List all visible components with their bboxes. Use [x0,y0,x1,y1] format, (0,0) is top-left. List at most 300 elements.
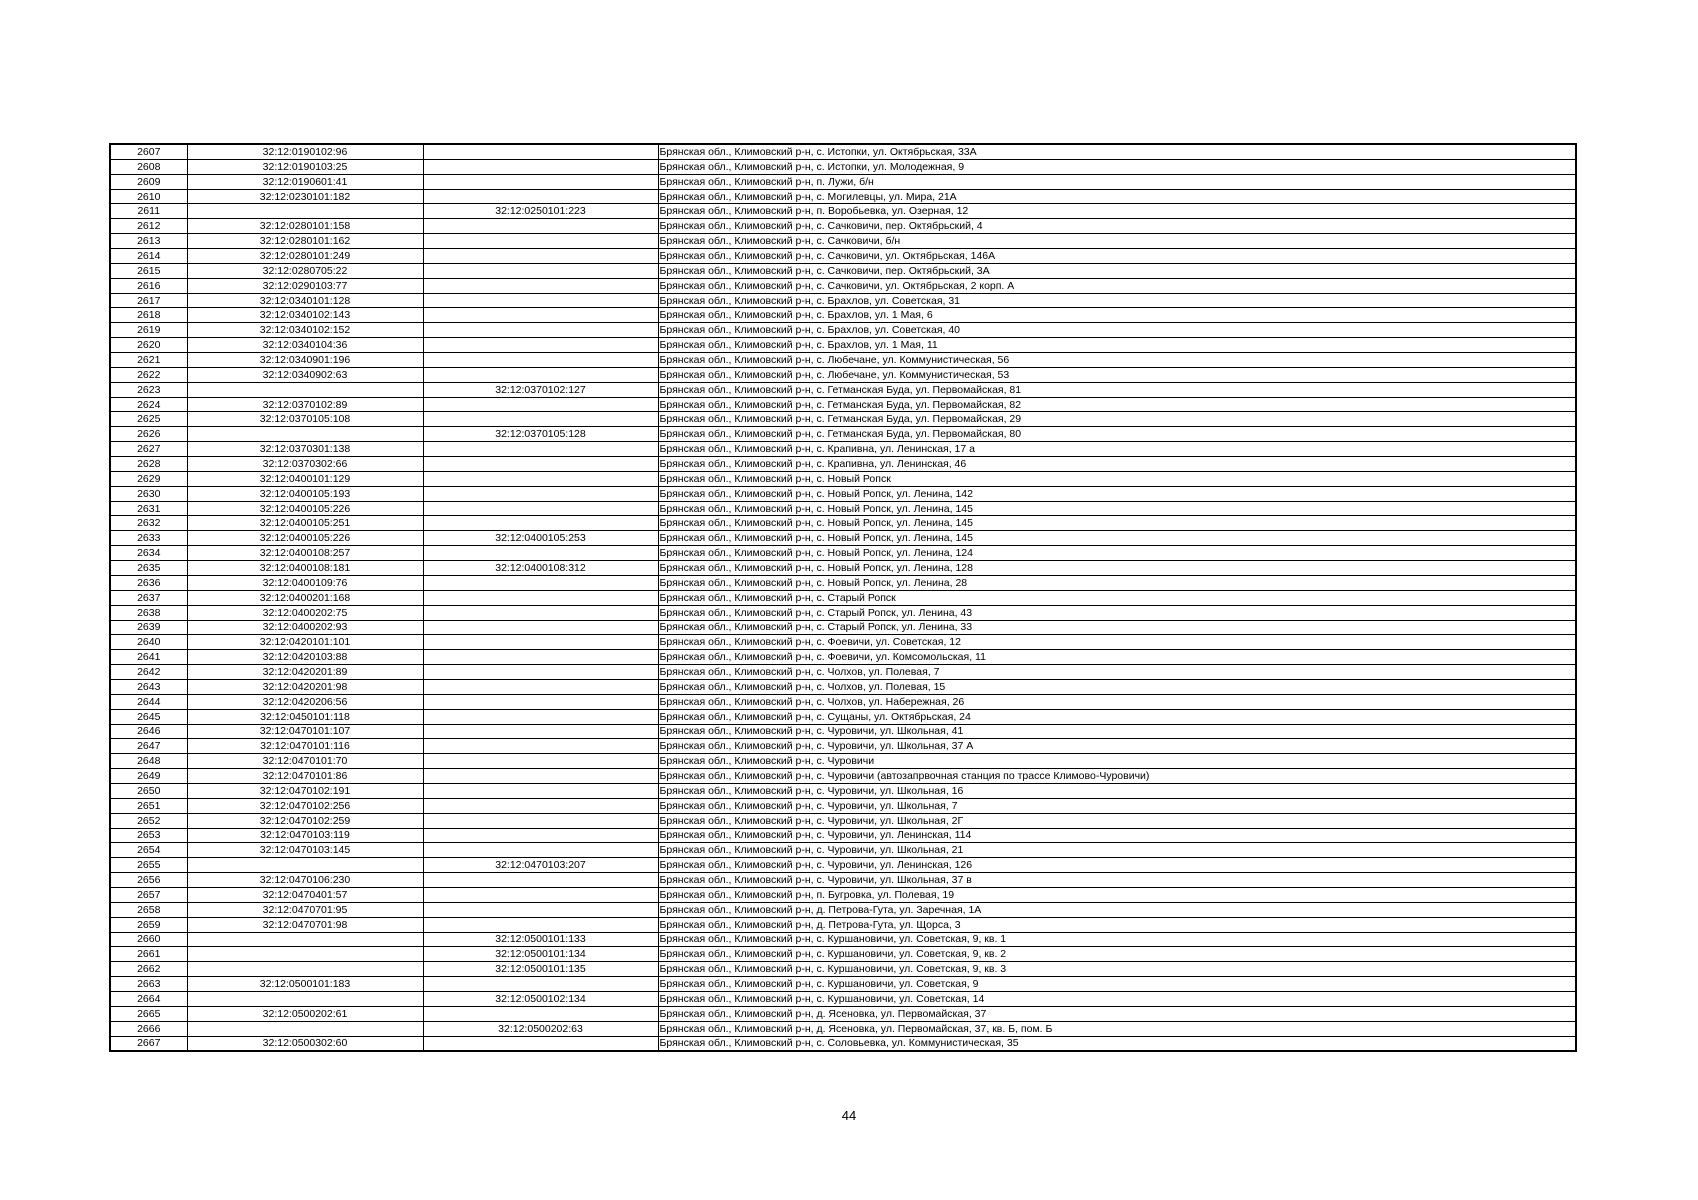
address-cell: Брянская обл., Климовский р-н, с. Крапивна, ул. Ленинская, 46 [658,457,1576,472]
address-cell: Брянская обл., Климовский р-н, с. Истопки, ул. Октябрьская, 33А [658,144,1576,159]
cadastral-number-cell: 32:12:0420206:56 [187,694,423,709]
row-number-cell: 2660 [110,932,187,947]
related-cadastral-number-cell [423,709,658,724]
row-number-cell: 2630 [110,486,187,501]
table-row [110,605,1576,620]
cadastral-number-cell: 32:12:0450101:118 [187,709,423,724]
related-cadastral-number-cell [423,457,658,472]
cadastral-number-cell: 32:12:0470102:256 [187,798,423,813]
row-number-cell: 2619 [110,323,187,338]
row-number-cell: 2648 [110,754,187,769]
row-number-cell: 2640 [110,635,187,650]
table-row [110,902,1576,917]
address-cell: Брянская обл., Климовский р-н, с. Чуровичи, ул. Школьная, 37 А [658,739,1576,754]
cadastral-number-cell: 32:12:0400105:193 [187,486,423,501]
row-number-cell: 2632 [110,516,187,531]
address-cell: Брянская обл., Климовский р-н, с. Чуровичи, ул. Школьная, 41 [658,724,1576,739]
related-cadastral-number-cell: 32:12:0470103:207 [423,858,658,873]
address-cell: Брянская обл., Климовский р-н, д. Петрова-Гута, ул. Заречная, 1А [658,902,1576,917]
address-cell: Брянская обл., Климовский р-н, с. Новый Ропск, ул. Ленина, 128 [658,561,1576,576]
cadastral-number-cell: 32:12:0370301:138 [187,442,423,457]
table-row [110,665,1576,680]
related-cadastral-number-cell [423,620,658,635]
row-number-cell: 2616 [110,278,187,293]
related-cadastral-number-cell [423,323,658,338]
row-number-cell: 2642 [110,665,187,680]
address-cell: Брянская обл., Климовский р-н, с. Старый Ропск, ул. Ленина, 43 [658,605,1576,620]
table-row [110,546,1576,561]
row-number-cell: 2658 [110,902,187,917]
table-row [110,471,1576,486]
related-cadastral-number-cell: 32:12:0500101:133 [423,932,658,947]
cadastral-number-cell: 32:12:0190103:25 [187,159,423,174]
address-cell: Брянская обл., Климовский р-н, с. Фоевичи, ул. Советская, 12 [658,635,1576,650]
address-cell: Брянская обл., Климовский р-н, с. Чолхов, ул. Набережная, 26 [658,694,1576,709]
cadastral-number-cell [187,947,423,962]
cadastral-number-cell: 32:12:0340102:143 [187,308,423,323]
related-cadastral-number-cell [423,813,658,828]
cadastral-number-cell: 32:12:0280101:158 [187,219,423,234]
cadastral-number-cell: 32:12:0470102:191 [187,783,423,798]
table-row [110,442,1576,457]
table-row [110,1006,1576,1021]
row-number-cell: 2624 [110,397,187,412]
row-number-cell: 2628 [110,457,187,472]
table-row [110,397,1576,412]
row-number-cell: 2621 [110,353,187,368]
table-row [110,293,1576,308]
cadastral-number-cell: 32:12:0340104:36 [187,338,423,353]
related-cadastral-number-cell [423,887,658,902]
table-row [110,278,1576,293]
address-cell: Брянская обл., Климовский р-н, с. Истопки, ул. Молодежная, 9 [658,159,1576,174]
address-cell: Брянская обл., Климовский р-н, с. Чуровичи, ул. Ленинская, 114 [658,828,1576,843]
table-row [110,308,1576,323]
row-number-cell: 2636 [110,575,187,590]
row-number-cell: 2613 [110,234,187,249]
address-cell: Брянская обл., Климовский р-н, с. Старый Ропск [658,590,1576,605]
table-row [110,991,1576,1006]
address-cell: Брянская обл., Климовский р-н, п. Бугровка, ул. Полевая, 19 [658,887,1576,902]
cadastral-number-cell: 32:12:0500202:61 [187,1006,423,1021]
cadastral-number-cell: 32:12:0470102:259 [187,813,423,828]
row-number-cell: 2627 [110,442,187,457]
address-cell: Брянская обл., Климовский р-н, с. Любечане, ул. Коммунистическая, 56 [658,353,1576,368]
row-number-cell: 2623 [110,382,187,397]
row-number-cell: 2612 [110,219,187,234]
table-row [110,724,1576,739]
cadastral-number-cell: 32:12:0470103:145 [187,843,423,858]
table-row [110,189,1576,204]
address-cell: Брянская обл., Климовский р-н, с. Новый Ропск, ул. Ленина, 124 [658,546,1576,561]
table-row [110,873,1576,888]
cadastral-number-cell: 32:12:0470101:70 [187,754,423,769]
cadastral-number-cell [187,962,423,977]
table-row [110,917,1576,932]
table-row [110,962,1576,977]
table-row [110,769,1576,784]
related-cadastral-number-cell: 32:12:0250101:223 [423,204,658,219]
row-number-cell: 2608 [110,159,187,174]
cadastral-number-cell: 32:12:0230101:182 [187,189,423,204]
address-cell: Брянская обл., Климовский р-н, с. Чуровичи, ул. Ленинская, 126 [658,858,1576,873]
related-cadastral-number-cell [423,234,658,249]
cadastral-number-cell: 32:12:0470401:57 [187,887,423,902]
cadastral-number-cell: 32:12:0340101:128 [187,293,423,308]
row-number-cell: 2609 [110,174,187,189]
table-row [110,486,1576,501]
related-cadastral-number-cell [423,694,658,709]
related-cadastral-number-cell [423,635,658,650]
related-cadastral-number-cell [423,650,658,665]
address-cell: Брянская обл., Климовский р-н, п. Лужи, б/н [658,174,1576,189]
related-cadastral-number-cell: 32:12:0370102:127 [423,382,658,397]
table-row [110,620,1576,635]
address-cell: Брянская обл., Климовский р-н, с. Крапивна, ул. Ленинская, 17 а [658,442,1576,457]
cadastral-number-cell: 32:12:0190601:41 [187,174,423,189]
table-row [110,843,1576,858]
table-row [110,635,1576,650]
table-row [110,412,1576,427]
cadastral-number-cell: 32:12:0400108:257 [187,546,423,561]
row-number-cell: 2618 [110,308,187,323]
cadastral-number-cell: 32:12:0370102:89 [187,397,423,412]
row-number-cell: 2665 [110,1006,187,1021]
cadastral-number-cell: 32:12:0280705:22 [187,263,423,278]
address-cell: Брянская обл., Климовский р-н, с. Старый Ропск, ул. Ленина, 33 [658,620,1576,635]
address-cell: Брянская обл., Климовский р-н, с. Соловьевка, ул. Коммунистическая, 35 [658,1036,1576,1051]
related-cadastral-number-cell [423,1036,658,1051]
address-cell: Брянская обл., Климовский р-н, с. Чуровичи, ул. Школьная, 7 [658,798,1576,813]
cadastral-number-cell [187,858,423,873]
table-row [110,234,1576,249]
cadastral-number-cell: 32:12:0500101:183 [187,977,423,992]
cadastral-number-cell: 32:12:0500302:60 [187,1036,423,1051]
table-row [110,1036,1576,1051]
related-cadastral-number-cell [423,189,658,204]
related-cadastral-number-cell [423,783,658,798]
row-number-cell: 2656 [110,873,187,888]
registry-table [109,143,1577,1052]
table-row [110,1021,1576,1036]
cadastral-number-cell [187,932,423,947]
address-cell: Брянская обл., Климовский р-н, с. Гетманская Буда, ул. Первомайская, 82 [658,397,1576,412]
table-row [110,947,1576,962]
table-row [110,813,1576,828]
row-number-cell: 2629 [110,471,187,486]
row-number-cell: 2631 [110,501,187,516]
related-cadastral-number-cell [423,412,658,427]
table-row [110,531,1576,546]
row-number-cell: 2647 [110,739,187,754]
table-row [110,709,1576,724]
address-cell: Брянская обл., Климовский р-н, с. Брахлов, ул. 1 Мая, 11 [658,338,1576,353]
address-cell: Брянская обл., Климовский р-н, д. Ясеновка, ул. Первомайская, 37, кв. Б, пом. Б [658,1021,1576,1036]
related-cadastral-number-cell [423,605,658,620]
address-cell: Брянская обл., Климовский р-н, с. Чолхов, ул. Полевая, 7 [658,665,1576,680]
table-row [110,457,1576,472]
cadastral-number-cell: 32:12:0400109:76 [187,575,423,590]
table-row [110,783,1576,798]
related-cadastral-number-cell: 32:12:0400108:312 [423,561,658,576]
related-cadastral-number-cell [423,828,658,843]
row-number-cell: 2634 [110,546,187,561]
cadastral-number-cell: 32:12:0470701:95 [187,902,423,917]
row-number-cell: 2662 [110,962,187,977]
related-cadastral-number-cell [423,471,658,486]
address-cell: Брянская обл., Климовский р-н, с. Сачковичи, пер. Октябрьский, 3А [658,263,1576,278]
related-cadastral-number-cell [423,516,658,531]
address-cell: Брянская обл., Климовский р-н, с. Чуровичи, ул. Школьная, 37 в [658,873,1576,888]
row-number-cell: 2659 [110,917,187,932]
row-number-cell: 2654 [110,843,187,858]
address-cell: Брянская обл., Климовский р-н, д. Петрова-Гута, ул. Щорса, 3 [658,917,1576,932]
address-cell: Брянская обл., Климовский р-н, с. Новый Ропск, ул. Ленина, 145 [658,531,1576,546]
related-cadastral-number-cell [423,665,658,680]
related-cadastral-number-cell [423,679,658,694]
table-row [110,679,1576,694]
row-number-cell: 2611 [110,204,187,219]
related-cadastral-number-cell [423,739,658,754]
table-row [110,561,1576,576]
row-number-cell: 2652 [110,813,187,828]
cadastral-number-cell: 32:12:0470103:119 [187,828,423,843]
address-cell: Брянская обл., Климовский р-н, с. Чуровичи, ул. Школьная, 16 [658,783,1576,798]
row-number-cell: 2646 [110,724,187,739]
cadastral-number-cell [187,427,423,442]
row-number-cell: 2645 [110,709,187,724]
cadastral-number-cell: 32:12:0420103:88 [187,650,423,665]
address-cell: Брянская обл., Климовский р-н, с. Новый Ропск, ул. Ленина, 28 [658,575,1576,590]
row-number-cell: 2639 [110,620,187,635]
related-cadastral-number-cell [423,902,658,917]
row-number-cell: 2620 [110,338,187,353]
cadastral-number-cell: 32:12:0470701:98 [187,917,423,932]
cadastral-number-cell: 32:12:0340102:152 [187,323,423,338]
related-cadastral-number-cell [423,486,658,501]
address-cell: Брянская обл., Климовский р-н, с. Куршановичи, ул. Советская, 14 [658,991,1576,1006]
table-row [110,650,1576,665]
address-cell: Брянская обл., Климовский р-н, с. Брахлов, ул. Советская, 31 [658,293,1576,308]
related-cadastral-number-cell [423,843,658,858]
table-row [110,323,1576,338]
cadastral-number-cell: 32:12:0470101:86 [187,769,423,784]
related-cadastral-number-cell [423,769,658,784]
table-row [110,219,1576,234]
related-cadastral-number-cell [423,278,658,293]
row-number-cell: 2641 [110,650,187,665]
cadastral-number-cell: 32:12:0400105:226 [187,501,423,516]
related-cadastral-number-cell [423,873,658,888]
cadastral-number-cell: 32:12:0280101:249 [187,249,423,264]
cadastral-number-cell: 32:12:0400105:251 [187,516,423,531]
row-number-cell: 2615 [110,263,187,278]
row-number-cell: 2650 [110,783,187,798]
row-number-cell: 2610 [110,189,187,204]
row-number-cell: 2614 [110,249,187,264]
address-cell: Брянская обл., Климовский р-н, с. Любечане, ул. Коммунистическая, 53 [658,367,1576,382]
related-cadastral-number-cell [423,546,658,561]
address-cell: Брянская обл., Климовский р-н, с. Могилевцы, ул. Мира, 21А [658,189,1576,204]
related-cadastral-number-cell [423,219,658,234]
address-cell: Брянская обл., Климовский р-н, с. Новый Ропск, ул. Ленина, 145 [658,516,1576,531]
table-row [110,932,1576,947]
table-row [110,204,1576,219]
address-cell: Брянская обл., Климовский р-н, с. Чуровичи (автозапрвочная станция по трассе Климово-Чуровичи) [658,769,1576,784]
related-cadastral-number-cell [423,501,658,516]
table-row [110,501,1576,516]
address-cell: Брянская обл., Климовский р-н, с. Чуровичи, ул. Школьная, 21 [658,843,1576,858]
cadastral-number-cell: 32:12:0280101:162 [187,234,423,249]
row-number-cell: 2617 [110,293,187,308]
table-row [110,367,1576,382]
table-row [110,798,1576,813]
address-cell: Брянская обл., Климовский р-н, с. Гетманская Буда, ул. Первомайская, 81 [658,382,1576,397]
address-cell: Брянская обл., Климовский р-н, с. Новый Ропск, ул. Ленина, 142 [658,486,1576,501]
related-cadastral-number-cell [423,754,658,769]
related-cadastral-number-cell [423,293,658,308]
related-cadastral-number-cell [423,338,658,353]
address-cell: Брянская обл., Климовский р-н, с. Куршановичи, ул. Советская, 9, кв. 2 [658,947,1576,962]
address-cell: Брянская обл., Климовский р-н, с. Новый Ропск, ул. Ленина, 145 [658,501,1576,516]
cadastral-number-cell [187,1021,423,1036]
table-row [110,575,1576,590]
cadastral-number-cell: 32:12:0470101:107 [187,724,423,739]
table-row [110,353,1576,368]
related-cadastral-number-cell [423,724,658,739]
cadastral-number-cell: 32:12:0420101:101 [187,635,423,650]
cadastral-number-cell: 32:12:0340902:63 [187,367,423,382]
table-row [110,174,1576,189]
address-cell: Брянская обл., Климовский р-н, с. Фоевичи, ул. Комсомольская, 11 [658,650,1576,665]
address-cell: Брянская обл., Климовский р-н, с. Сущаны, ул. Октябрьская, 24 [658,709,1576,724]
address-cell: Брянская обл., Климовский р-н, с. Сачковичи, ул. Октябрьская, 2 корп. А [658,278,1576,293]
cadastral-number-cell: 32:12:0400202:75 [187,605,423,620]
related-cadastral-number-cell [423,590,658,605]
related-cadastral-number-cell [423,353,658,368]
address-cell: Брянская обл., Климовский р-н, с. Куршановичи, ул. Советская, 9, кв. 3 [658,962,1576,977]
table-row [110,590,1576,605]
related-cadastral-number-cell: 32:12:0500102:134 [423,991,658,1006]
cadastral-number-cell: 32:12:0190102:96 [187,144,423,159]
row-number-cell: 2622 [110,367,187,382]
related-cadastral-number-cell [423,917,658,932]
related-cadastral-number-cell [423,397,658,412]
table-row [110,694,1576,709]
cadastral-number-cell: 32:12:0340901:196 [187,353,423,368]
table-row [110,159,1576,174]
cadastral-number-cell: 32:12:0400201:168 [187,590,423,605]
cadastral-number-cell: 32:12:0370302:66 [187,457,423,472]
related-cadastral-number-cell [423,249,658,264]
cadastral-number-cell [187,382,423,397]
address-cell: Брянская обл., Климовский р-н, с. Сачковичи, ул. Октябрьская, 146А [658,249,1576,264]
address-cell: Брянская обл., Климовский р-н, с. Сачковичи, б/н [658,234,1576,249]
table-row [110,887,1576,902]
related-cadastral-number-cell [423,798,658,813]
row-number-cell: 2653 [110,828,187,843]
address-cell: Брянская обл., Климовский р-н, д. Ясеновка, ул. Первомайская, 37 [658,1006,1576,1021]
row-number-cell: 2626 [110,427,187,442]
table-row [110,263,1576,278]
table-row [110,739,1576,754]
address-cell: Брянская обл., Климовский р-н, с. Куршановичи, ул. Советская, 9, кв. 1 [658,932,1576,947]
address-cell: Брянская обл., Климовский р-н, с. Куршановичи, ул. Советская, 9 [658,977,1576,992]
row-number-cell: 2664 [110,991,187,1006]
related-cadastral-number-cell [423,174,658,189]
row-number-cell: 2643 [110,679,187,694]
row-number-cell: 2651 [110,798,187,813]
table-row [110,144,1576,159]
cadastral-number-cell: 32:12:0290103:77 [187,278,423,293]
cadastral-number-cell: 32:12:0370105:108 [187,412,423,427]
cadastral-number-cell: 32:12:0420201:98 [187,679,423,694]
table-row [110,427,1576,442]
page-number: 44 [841,1108,857,1123]
related-cadastral-number-cell [423,575,658,590]
table-row [110,977,1576,992]
table-row [110,828,1576,843]
row-number-cell: 2649 [110,769,187,784]
table-row [110,382,1576,397]
row-number-cell: 2637 [110,590,187,605]
address-cell: Брянская обл., Климовский р-н, с. Чуровичи [658,754,1576,769]
address-cell: Брянская обл., Климовский р-н, с. Чуровичи, ул. Школьная, 2Г [658,813,1576,828]
related-cadastral-number-cell: 32:12:0500101:134 [423,947,658,962]
related-cadastral-number-cell: 32:12:0500202:63 [423,1021,658,1036]
address-cell: Брянская обл., Климовский р-н, с. Брахлов, ул. 1 Мая, 6 [658,308,1576,323]
cadastral-number-cell: 32:12:0420201:89 [187,665,423,680]
cadastral-number-cell: 32:12:0400202:93 [187,620,423,635]
row-number-cell: 2633 [110,531,187,546]
related-cadastral-number-cell [423,367,658,382]
related-cadastral-number-cell: 32:12:0500101:135 [423,962,658,977]
related-cadastral-number-cell: 32:12:0370105:128 [423,427,658,442]
related-cadastral-number-cell: 32:12:0400105:253 [423,531,658,546]
table-row [110,754,1576,769]
address-cell: Брянская обл., Климовский р-н, с. Брахлов, ул. Советская, 40 [658,323,1576,338]
row-number-cell: 2655 [110,858,187,873]
table-row [110,338,1576,353]
related-cadastral-number-cell [423,159,658,174]
address-cell: Брянская обл., Климовский р-н, п. Воробьевка, ул. Озерная, 12 [658,204,1576,219]
cadastral-number-cell: 32:12:0470106:230 [187,873,423,888]
address-cell: Брянская обл., Климовский р-н, с. Гетманская Буда, ул. Первомайская, 29 [658,412,1576,427]
cadastral-number-cell: 32:12:0400105:226 [187,531,423,546]
row-number-cell: 2667 [110,1036,187,1051]
cadastral-number-cell: 32:12:0400101:129 [187,471,423,486]
related-cadastral-number-cell [423,977,658,992]
address-cell: Брянская обл., Климовский р-н, с. Новый Ропск [658,471,1576,486]
cadastral-number-cell: 32:12:0470101:116 [187,739,423,754]
table-row [110,516,1576,531]
row-number-cell: 2657 [110,887,187,902]
related-cadastral-number-cell [423,263,658,278]
related-cadastral-number-cell [423,144,658,159]
row-number-cell: 2625 [110,412,187,427]
table-row [110,249,1576,264]
row-number-cell: 2635 [110,561,187,576]
row-number-cell: 2607 [110,144,187,159]
row-number-cell: 2663 [110,977,187,992]
address-cell: Брянская обл., Климовский р-н, с. Сачковичи, пер. Октябрьский, 4 [658,219,1576,234]
related-cadastral-number-cell [423,308,658,323]
row-number-cell: 2638 [110,605,187,620]
address-cell: Брянская обл., Климовский р-н, с. Чолхов, ул. Полевая, 15 [658,679,1576,694]
row-number-cell: 2661 [110,947,187,962]
cadastral-number-cell [187,204,423,219]
row-number-cell: 2644 [110,694,187,709]
